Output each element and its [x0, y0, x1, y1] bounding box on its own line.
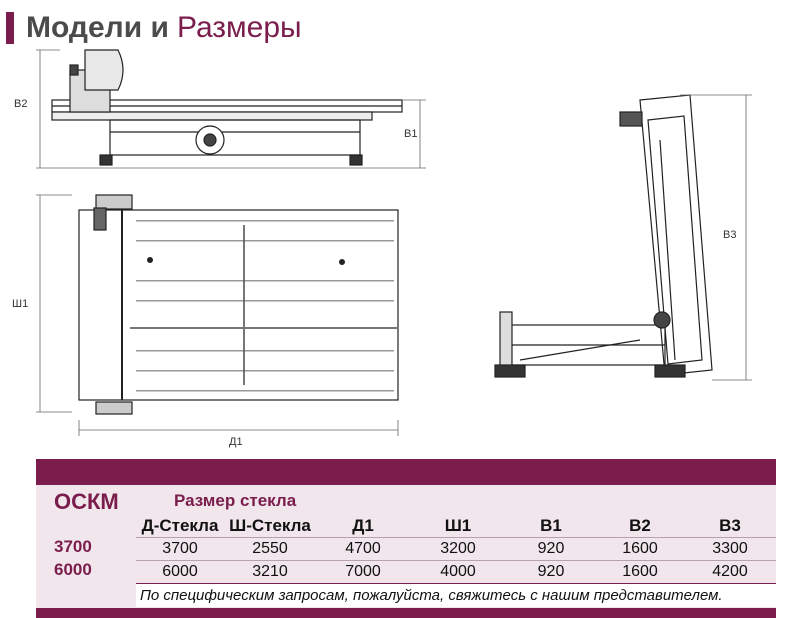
glass-size-header: Размер стекла	[174, 491, 297, 510]
column-header: Ш-Стекла	[224, 515, 316, 538]
table-grid	[136, 515, 776, 583]
title-light: Размеры	[176, 11, 302, 44]
table-cell: 1600	[596, 538, 684, 561]
table-cell: 3200	[410, 538, 506, 561]
title-bold: Модели и	[26, 11, 169, 44]
column-header: Ш1	[410, 515, 506, 538]
contact-note: По специфическим запросам, пожалуйста, свяжитесь с нашим представителем.	[136, 583, 776, 607]
table-cell: 4700	[316, 538, 410, 561]
table-cell: 4200	[712, 563, 748, 580]
table-cell: 1600	[622, 563, 658, 580]
table-body	[36, 485, 776, 612]
dimension-b2-label: B2	[14, 98, 28, 110]
row-model-label: 3700	[54, 537, 92, 556]
dimension-b3-label: B3	[723, 229, 737, 241]
tilted-view-drawing	[495, 95, 752, 380]
dimension-w1-label: Ш1	[12, 298, 29, 310]
model-header: ОСКМ	[54, 489, 119, 514]
side-view-drawing	[36, 50, 426, 168]
table-top-band	[36, 459, 776, 485]
top-view-drawing	[36, 195, 398, 436]
table-cell: 3700	[136, 538, 224, 561]
table-cell: 920	[537, 563, 565, 580]
table-cell: 4000	[440, 563, 476, 580]
table-cell: 3210	[252, 563, 288, 580]
dimension-d1-label: Д1	[229, 436, 243, 448]
column-header: B2	[596, 515, 684, 538]
row-model-label: 6000	[54, 560, 92, 579]
dimension-b1-label: B1	[404, 128, 418, 140]
table-cell: 6000	[162, 563, 198, 580]
column-header: B1	[506, 515, 596, 538]
column-header: B3	[684, 515, 776, 538]
table-bottom-band	[36, 608, 776, 618]
column-header: Д-Стекла	[136, 515, 224, 538]
sizes-table	[36, 459, 776, 612]
table-cell: 2550	[224, 538, 316, 561]
column-header: Д1	[316, 515, 410, 538]
table-cell: 920	[506, 538, 596, 561]
table-cell: 7000	[345, 563, 381, 580]
table-cell: 3300	[684, 538, 776, 561]
